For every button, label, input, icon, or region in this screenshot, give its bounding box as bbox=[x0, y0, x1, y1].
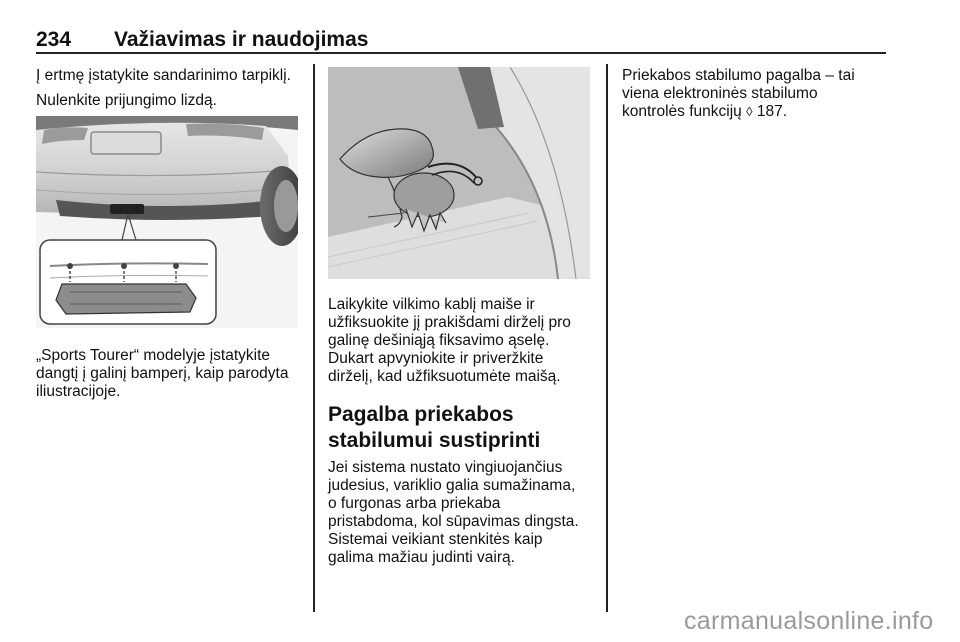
col3-line-1: Priekabos stabilumo pagalba – tai bbox=[622, 67, 855, 84]
chapter-title: Važiavimas ir naudojimas bbox=[114, 28, 369, 51]
col2-paragraph-1-line-5: dirželį, kad užfiksuotumėte maišą. bbox=[328, 368, 561, 385]
col3-line-2: viena elektroninės stabilumo bbox=[622, 85, 818, 102]
col1-paragraph-3-line-2: dangtį į galinį bamperį, kaip parodyta bbox=[36, 365, 289, 382]
page-number: 234 bbox=[36, 28, 72, 51]
column-divider-2 bbox=[606, 64, 608, 612]
col1-paragraph-3-line-3: iliustracijoje. bbox=[36, 383, 121, 400]
col2-paragraph-2-line-3: o furgonas arba priekaba bbox=[328, 495, 501, 512]
page-reference-icon: ◊ bbox=[746, 104, 753, 119]
col1-paragraph-1: Į ertmę įstatykite sandarinimo tarpiklį. bbox=[36, 67, 291, 84]
col2-paragraph-2-line-1: Jei sistema nustato vingiuojančius bbox=[328, 459, 563, 476]
col2-paragraph-1-line-4: Dukart apvyniokite ir priveržkite bbox=[328, 350, 544, 367]
col2-paragraph-1-line-2: užfiksuokite jį prakišdami dirželį pro bbox=[328, 314, 571, 331]
col2-paragraph-2-line-5: Sistemai veikiant stenkitės kaip bbox=[328, 531, 543, 548]
col3-line-3 bbox=[622, 103, 787, 121]
col2-paragraph-2-line-4: pristabdoma, kol sūpavimas dingsta. bbox=[328, 513, 579, 530]
col1-paragraph-2: Nulenkite prijungimo lizdą. bbox=[36, 92, 217, 109]
col2-paragraph-1-line-1: Laikykite vilkimo kablį maiše ir bbox=[328, 296, 535, 313]
header-rule bbox=[36, 52, 886, 54]
col2-paragraph-1-line-3: galinę dešiniąją fiksavimo ąselę. bbox=[328, 332, 550, 349]
col1-paragraph-3-line-1: „Sports Tourer“ modelyje įstatykite bbox=[36, 347, 271, 364]
watermark: carmanualsonline.info bbox=[684, 607, 934, 635]
col3-line-3-text: kontrolės funkcijų bbox=[622, 103, 742, 120]
tow-hook-bag-illustration bbox=[328, 67, 590, 279]
col2-paragraph-2-line-2: judesius, variklio galia sumažinama, bbox=[328, 477, 576, 494]
section-heading-line-1: Pagalba priekabos bbox=[328, 403, 514, 426]
column-divider-1 bbox=[313, 64, 315, 612]
bumper-cover-illustration bbox=[36, 116, 298, 328]
col2-paragraph-2-line-6: galima mažiau judinti vairą. bbox=[328, 549, 515, 566]
page-header bbox=[36, 28, 886, 52]
section-heading-line-2: stabilumui sustiprinti bbox=[328, 429, 541, 452]
page-reference-link[interactable]: 187. bbox=[756, 103, 787, 120]
